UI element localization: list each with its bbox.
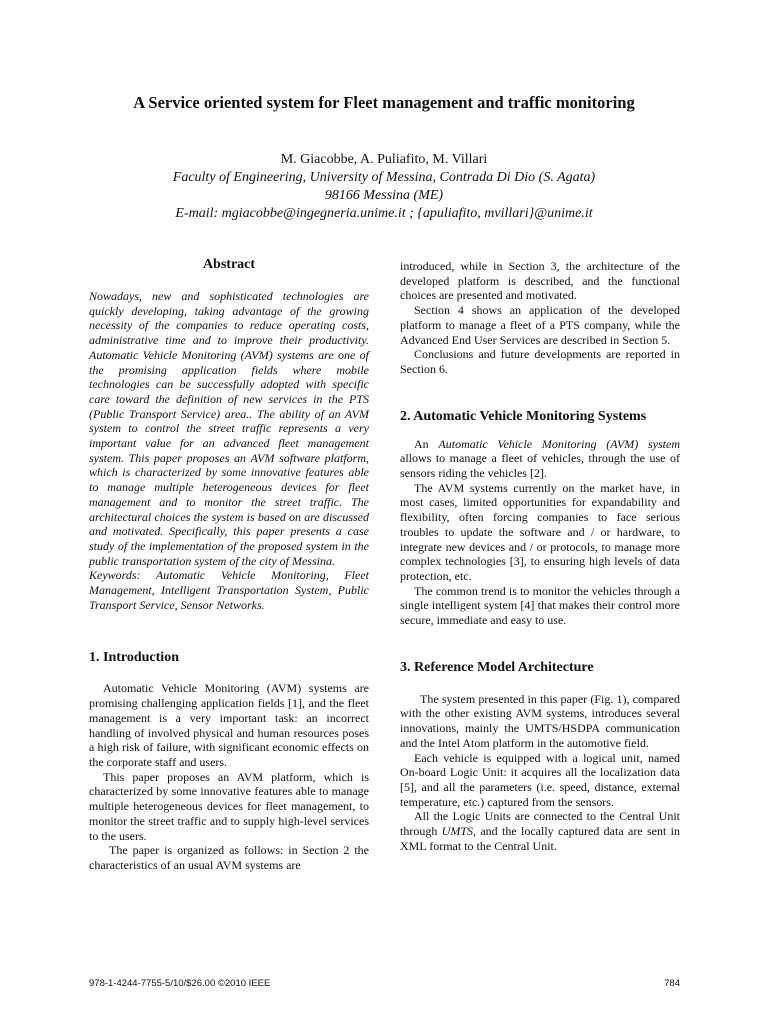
- section-3-p3-start: All the Logic Units are connected to the Central Unit through: [400, 809, 680, 839]
- section-2-p1-end: allows to manage a fleet of vehicles, through the use of sensors riding the vehicles [2].: [400, 451, 680, 481]
- section-1-body: [89, 681, 369, 872]
- intro-section-4-paragraph: Section 4 shows an application of the developed platform to manage a fleet of a PTS company, while the Advanced End User Services are described in Section 5.: [400, 303, 680, 347]
- section-2-heading: 2. Automatic Vehicle Monitoring Systems: [400, 408, 647, 424]
- affiliation-line-1: Faculty of Engineering, University of Messina, Contrada Di Dio (S. Agata): [172, 170, 596, 185]
- section-3-paragraph-2: Each vehicle is equipped with a logical unit, named On-board Logic Unit: it acquires all the localization data [5], and all the parameters (i.e. speed, distance, external temperature, etc.) captured from the sensors.: [400, 750, 680, 809]
- section-3-heading: 3. Reference Model Architecture: [400, 659, 594, 675]
- affiliation-block: [60, 169, 708, 223]
- abstract-text: Nowadays, new and sophisticated technologies are quickly developing, taking advantage of the growing necessity of the companies to reduce operating costs, administrative time and to improve their productivity. Automatic Vehicle Monitoring (AVM) systems are one of the promising application fields where mobile technologies can be successfully adopted with specific care toward the definition of new services in the PTS (Public Transport Service) area.. The ability of an AVM system to control the street traffic represents a very important value for an advanced fleet management system. This paper proposes an AVM software platform, which is characterized by some innovative features able to manage multiple heterogeneous devices for fleet management and to monitor the street traffic. The architectural choices the system is based on are discussed and motivated. Specifically, this paper presents a case study of the implementation of the proposed system in the public transportation system of the city of Messina.: [89, 289, 369, 568]
- footer-isbn: 978-1-4244-7755-5/10/$26.00 ©2010 IEEE: [89, 978, 271, 989]
- section-2-p1-start: An: [414, 436, 439, 451]
- section-2-paragraph-1: [400, 437, 680, 481]
- left-column: [89, 256, 369, 873]
- section-3-p3-italic: UMTS: [441, 824, 474, 839]
- section-3-body: [400, 692, 680, 854]
- section-3-paragraph-3: [400, 809, 680, 853]
- intro-continuation: introduced, while in Section 3, the architecture of the developed platform is described, and the functional choices are presented and motivated.: [400, 259, 680, 303]
- affiliation-line-2: 98166 Messina (ME): [324, 188, 444, 203]
- section-1-heading: 1. Introduction: [89, 650, 179, 666]
- author-email: E-mail: mgiacobbe@ingegneria.unime.it ; {apuliafito, mvillari}@unime.it: [175, 206, 593, 221]
- paper-title: A Service oriented system for Fleet management and traffic monitoring: [133, 93, 635, 112]
- section-2-p1-italic: Automatic Vehicle Monitoring (AVM) system: [438, 436, 681, 451]
- intro-conclusions-paragraph: Conclusions and future developments are reported in Section 6.: [400, 347, 680, 376]
- keywords: Keywords: Automatic Vehicle Monitoring, Fleet Management, Intelligent Transportation System, Public Transport Service, Sensor Networks.: [89, 568, 369, 612]
- section-2-body: [400, 437, 680, 628]
- section-1-paragraph-1: Automatic Vehicle Monitoring (AVM) systems are promising challenging application fields [1], and the fleet management is a very important task: an incorrect handling of involved physical and human resources poses a high risk of failure, with significant economic effects on the corporate staff and users.: [89, 681, 369, 769]
- section-2-paragraph-2: The AVM systems currently on the market have, in most cases, limited opportunities for expandability and flexibility, often forcing companies to face serious troubles to update the software and / or hardware, to integrate new devices and / or protocols, to manage more complex technologies [3], to ensuring high levels of data protection, etc.: [400, 480, 680, 583]
- section-3-paragraph-1: The system presented in this paper (Fig. 1), compared with the other existing AVM systems, introduces several innovations, mainly the UMTS/HSDPA communication and the Intel Atom platform in the automotive field.: [400, 691, 680, 750]
- section-1-paragraph-2: This paper proposes an AVM platform, which is characterized by some innovative features able to manage multiple heterogeneous devices for fleet management, to monitor the street traffic and to supply high-level services to the users.: [89, 769, 369, 843]
- section-3-p3-end: , and the locally captured data are sent in XML format to the Central Unit.: [400, 824, 680, 853]
- section-1-paragraph-3: The paper is organized as follows: in Section 2 the characteristics of an usual AVM systems are: [89, 843, 369, 872]
- section-2-paragraph-3: The common trend is to monitor the vehicles through a single intelligent system [4] that makes their control more secure, immediate and easy to use.: [400, 583, 680, 628]
- paper-authors: M. Giacobbe, A. Puliafito, M. Villari: [280, 152, 488, 167]
- abstract-heading: Abstract: [202, 257, 256, 272]
- abstract-body: [89, 289, 369, 612]
- page-number: 784: [664, 978, 680, 989]
- right-column: [400, 259, 680, 854]
